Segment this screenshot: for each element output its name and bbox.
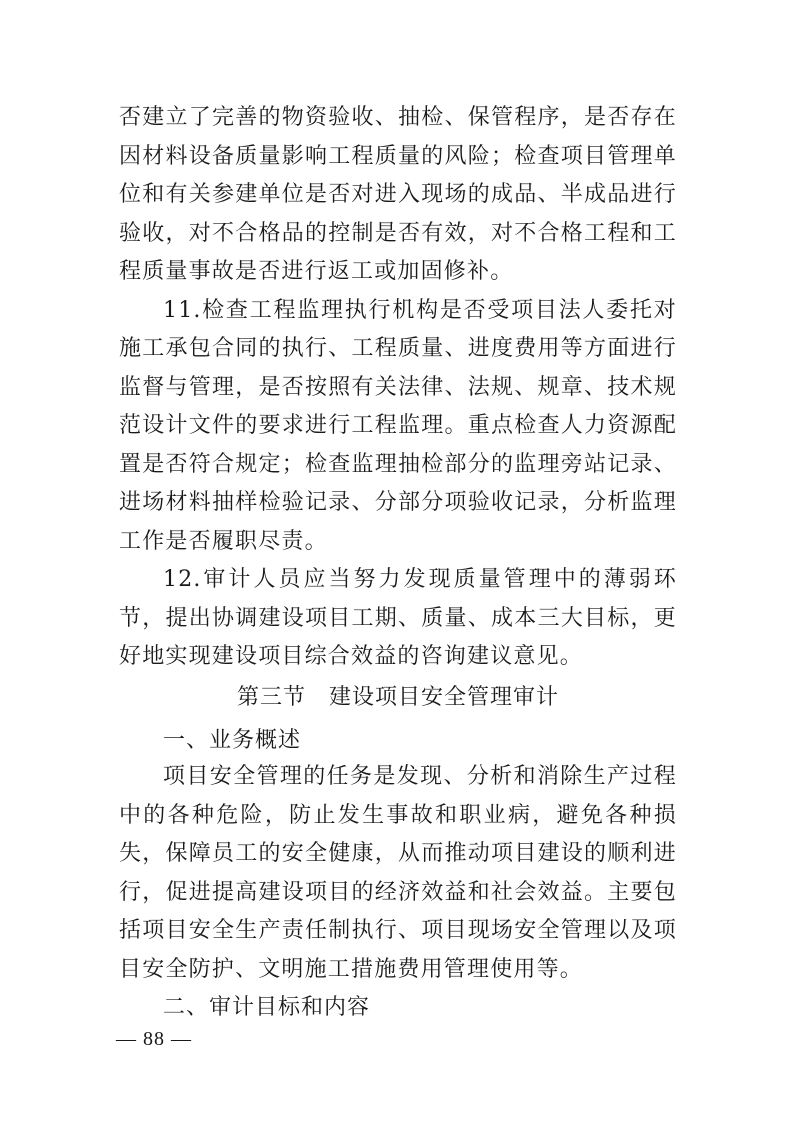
page-number: — 88 — xyxy=(116,1028,192,1050)
paragraph-item-11: 11.检查工程监理执行机构是否受项目法人委托对施工承包合同的执行、工程质量、进度费用等方面进行监督与管理，是否按照有关法律、法规、规章、技术规范设计文件的要求进行工程监理。重点检查人力资源配置是否符合规定；检查监理抽检部分的监理旁站记录、进场材料抽样检验记录、分部分项验收记录，分析监理工作是否履职尽责。 xyxy=(119,297,677,554)
section-title: 第三节 建设项目安全管理审计 xyxy=(236,685,559,710)
body-text-top xyxy=(119,99,677,677)
heading-overview: 一、业务概述 xyxy=(163,728,302,753)
body-text-overview xyxy=(119,758,677,989)
heading-audit-objectives: 二、审计目标和内容 xyxy=(163,995,371,1020)
paragraph-item-12: 12.审计人员应当努力发现质量管理中的薄弱环节，提出协调建设项目工期、质量、成本三大目标，更好地实现建设项目综合效益的咨询建议意见。 xyxy=(119,567,677,669)
paragraph-overview: 项目安全管理的任务是发现、分析和消除生产过程中的各种危险，防止发生事故和职业病，避免各种损失，保障员工的安全健康，从而推动项目建设的顺利进行，促进提高建设项目的经济效益和社会效益。主要包括项目安全生产责任制执行、项目现场安全管理以及项目安全防护、文明施工措施费用管理使用等。 xyxy=(119,764,677,982)
paragraph-continued: 否建立了完善的物资验收、抽检、保管程序，是否存在因材料设备质量影响工程质量的风险；检查项目管理单位和有关参建单位是否对进入现场的成品、半成品进行验收，对不合格品的控制是否有效，对不合格工程和工程质量事故是否进行返工或加固修补。 xyxy=(119,105,677,284)
